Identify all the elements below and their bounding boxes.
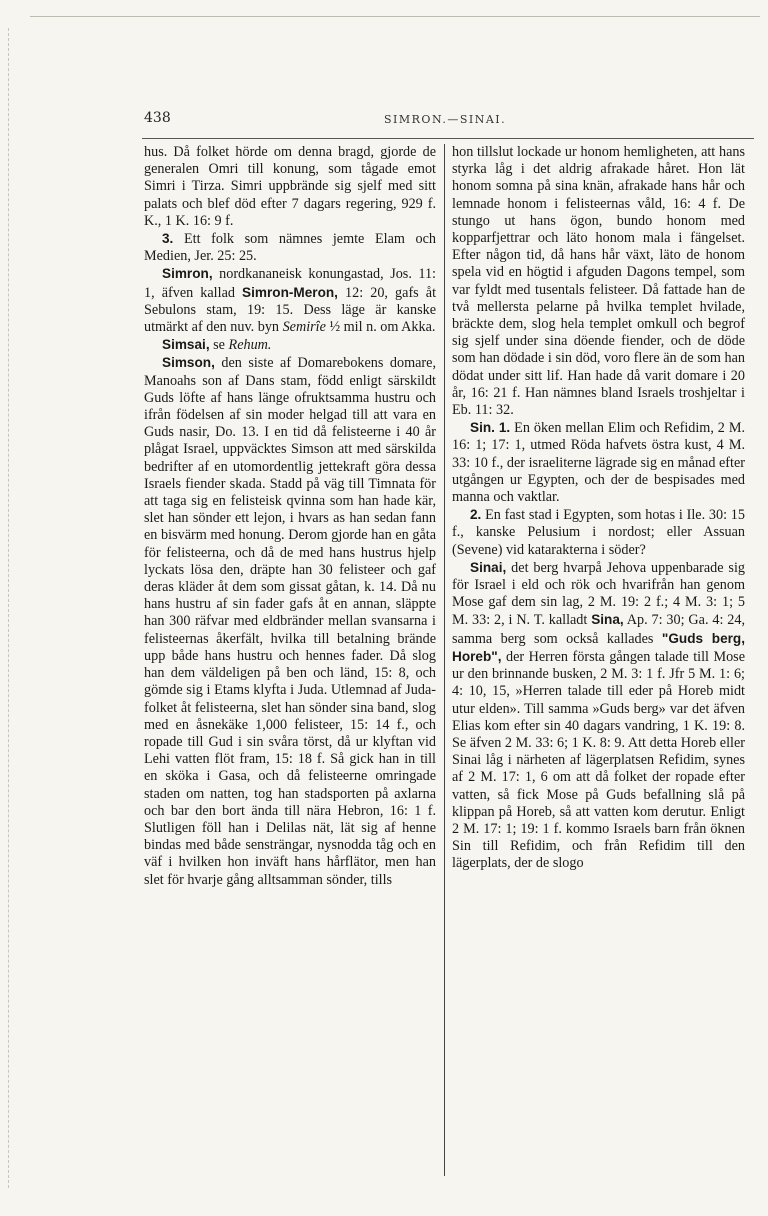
scan-edge-top [30, 16, 760, 17]
headword-simron-meron: Simron-Meron, [242, 284, 338, 300]
entry-simson [144, 354, 436, 888]
scan-edge-left [8, 28, 9, 1188]
entry-simson-continuation [452, 144, 745, 419]
entry-text: Ap. 7: 30; Ga. 4: 24, samma berg som också kallades [452, 612, 745, 647]
headword-simron: Simron, [162, 266, 213, 282]
entry-text: det berg hvarpå Jehova uppenbarade sig för Israel i eld och rök och hvarifrån han genom Mose gaf dem sin lag, 2 M. 19: 2 f.; 4 M. 3: 1; 5 M. 33: 2, i N. T. kalladt [452, 559, 745, 629]
left-column [144, 144, 436, 889]
header-rule [142, 138, 754, 139]
entry-text: ½ mil n. om Akka. [329, 319, 436, 336]
italic-place-name: Semirîe [282, 319, 326, 336]
headword-sinai: Sinai, [470, 559, 507, 575]
sense-number: 2. [470, 507, 482, 523]
entry-text: En fast stad i Egypten, som hotas i Ile. 30: 15 f., kanske Pelusium i nordost; eller Assuan (Sevene) vid katarakterna i söder? [452, 507, 745, 558]
sense-number: 1. [498, 420, 511, 436]
entry-simsai [144, 336, 436, 354]
entry-text: Ett folk som nämnes jemte Elam och Medien, Jer. 25: 25. [144, 231, 436, 265]
entry-sin-2 [452, 506, 745, 559]
entry-simri-continuation [144, 144, 436, 230]
headword-guds-berg-horeb: "Guds berg, Horeb", [452, 630, 746, 664]
entry-simron [144, 265, 436, 336]
headword-sin: Sin. [470, 420, 495, 436]
cross-reference: Rehum. [228, 337, 272, 354]
running-head: SIMRON.—SINAI. [384, 113, 507, 126]
entry-sin-1 [452, 419, 745, 506]
entry-sinai [452, 559, 745, 873]
headword-simsai: Simsai, [162, 337, 210, 353]
sense-number: 3. [162, 231, 174, 247]
headword-sina: Sina, [591, 612, 624, 628]
headword-simson: Simson, [162, 355, 215, 371]
right-column [452, 144, 745, 873]
page-number: 438 [144, 110, 171, 126]
entry-text: der Herren första gången talade till Mose ur den brinnande busken, 2 M. 3: 1 f. Jfr 5 M. 1: 6; 4: 10, 15, »Herren talade till eder på Horeb midt utur elden». Till samma »Guds berg» var det äfven Elias kom efter sin 40 dagars vandring, 1 K. 19: 8. Se äfven 2 M. 33: 6; 1 K. 8: 9. Att detta Horeb eller Sinai låg i närheten af lägerplatsen Refidim, synes af 2 M. 17: 1, 6 om att då folket der ropade efter vatten, så fick Mose på Guds befallning slå på klippan på Horeb, så att vatten kom derutur. Enligt 2 M. 17: 1; 19: 1 f. kommo Israels barn från öknen Sin till Refidim, och från Refidim till den lägerplats, der de slogo [452, 648, 746, 872]
entry-text: nordkananeisk konungastad, Jos. 11: 1, äfven kallad [144, 266, 437, 301]
entry-text: den siste af Domarebokens domare, Manoahs son af Dans stam, född enligt särskildt Guds löfte af hans länge ofruktsamma hustru och ifrån födelsen af sin moder helgad till att vara en Guds nasir, Do. 13. I en tid då felisteerne i 40 år plågat Israel, uppväcktes Simson att med särskilda bedrifter af en utomordentlig jettekraft göra dessa Israels fiender skada. Stadd på väg till Timnata för att taga sig en felisteisk qvinna som han hade kär, slet han sönder ett lejon, i hvars as han sedan fann en bisvärm med honung. Derom gjorde han en gåta för felisteerna, och då de med hans hustrus hjelp lyckats lösa den, dräpte han 30 felisteer och gaf deras kläder åt dem som gissat gåtan, k. 14. Då nu hans hustru af sin fader gafs åt en annan, släppte han 300 räfvar med eldbränder mellan svansarna i felisteernas åkerfält, hvilka till betalning brände upp både hans hustru och hennes fader. Då slog han dem väldeligen på ben och länd, 15: 8, och gömde sig i Etams klyfta i Juda. Utlemnad af Juda-folket åt felisteerna, slet han sönder sina band, slog med en åsnekäke 1,000 felisteer, 15: 14 f., och ropade till Gud i sin svåra törst, då ur klyftan vid Lehi vatten flöt fram, 15: 18 f. Så gick han in till en sköka i Gasa, och då felisteerne omringade staden om natten, tog han stadsporten på axlarna och bar den bort ända till nära Hebron, 16: 1 f. Slutligen föll han i Delilas nät, lät sig af henne bindas med både sensträngar, nysnodda tåg och en väf i hvilken hon inväft hans hårflätor, men han slet för hvarje gång alltsamman sönder, tills [144, 355, 436, 888]
entry-simri-3 [144, 230, 436, 265]
entry-text: 12: 20, gafs åt Sebulons stam, 19: 15. Dess läge är kanske utmärkt af den nuv. byn [144, 284, 437, 336]
entry-text: se [213, 337, 225, 354]
entry-text: hon tillslut lockade ur honom hemligheten, att hans styrka låg i det aldrig afrakade håret. Hon lät honom somna på sina knän, afrakade hans hår och lemnade honom i felisteernas våld, 16: 4 f. De stungo ut hans ögon, bundo honom med kopparfjettrar och läto honom mala i fängelset. Efter någon tid, då hans hår växt, läto de honom spela vid en högtid i afguden Dagons tempel, som var fyldt med tusentals felisteer. Då fattade han de två mellersta pelarne på hvilka templet hvilade, bräckte dem, slog hela templet omkull och begrof sig sjelf under sina döende fiender, och de döde som han dödade i sin död, voro flere än de som han dödat under sitt lif. Han hade då varit domare i 20 år, 16: 21 f. Han nämnes bland Israels troshjeltar i Eb. 11: 32. [452, 144, 745, 419]
column-divider [444, 144, 445, 1176]
entry-text: En öken mellan Elim och Refidim, 2 M. 16: 1; 17: 1, utmed Röda hafvets östra kust, 4 M. 33: 10 f., der israeliterne lägrade sig en månad efter utgången ur Egypten, och der de bespisades med manna och vaktlar. [452, 420, 745, 506]
entry-text: hus. Då folket hörde om denna bragd, gjorde de generalen Omri till konung, som tågade emot Simri i Tirza. Simri uppbrände sig sjelf med sitt palats och blef död efter 7 dagars regering, 929 f. K., 1 K. 16: 9 f. [144, 144, 436, 229]
